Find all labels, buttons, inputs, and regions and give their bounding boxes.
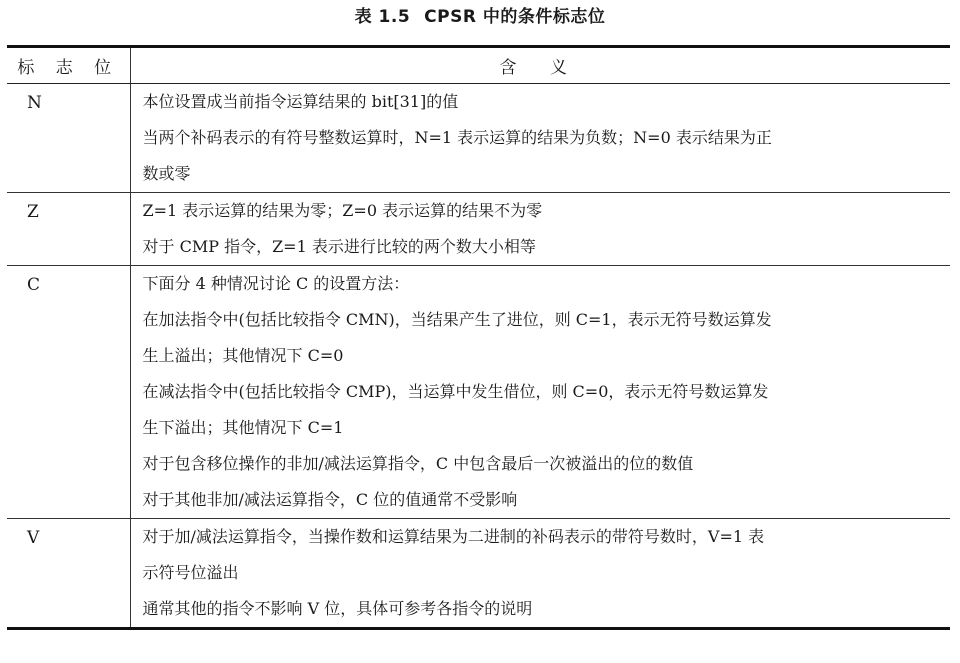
flag-cell: V: [27, 528, 40, 548]
meaning-line: 下面分 4 种情况讨论 C 的设置方法：: [142, 274, 410, 293]
header-meaning: 含 义: [130, 47, 950, 84]
meaning-line: 对于 CMP 指令，Z=1 表示进行比较的两个数大小相等: [142, 237, 536, 256]
table-row: [7, 266, 950, 519]
header-flag: 标 志 位: [7, 47, 130, 84]
meaning-line: 在减法指令中(包括比较指令 CMP)，当运算中发生借位，则 C=0，表示无符号数运算发: [142, 382, 769, 401]
cpsr-flags-table: [7, 45, 950, 630]
meaning-line: 生下溢出；其他情况下 C=1: [142, 418, 344, 437]
meaning-line: 本位设置成当前指令运算结果的 bit[31]的值: [142, 92, 459, 111]
table-row: [7, 519, 950, 629]
meaning-line: 对于加/减法运算指令，当操作数和运算结果为二进制的补码表示的带符号数时，V=1 表: [142, 527, 765, 546]
meaning-cell: [130, 193, 950, 266]
meaning-line: Z=1 表示运算的结果为零；Z=0 表示运算的结果不为零: [142, 201, 543, 220]
meaning-line: 示符号位溢出: [142, 563, 239, 582]
flag-cell: Z: [7, 193, 130, 266]
meaning-cell: [130, 519, 950, 629]
meaning-line: 当两个补码表示的有符号整数运算时，N=1 表示运算的结果为负数；N=0 表示结果为正: [142, 128, 772, 147]
meaning-line: 生上溢出；其他情况下 C=0: [142, 346, 344, 365]
meaning-line: 对于其他非加/减法运算指令，C 位的值通常不受影响: [142, 490, 518, 509]
table-caption: [0, 0, 960, 40]
caption-label: 表 1.5: [354, 7, 411, 27]
flag-cell: C: [7, 266, 130, 519]
meaning-cell: [130, 84, 950, 193]
table-row: [7, 84, 950, 193]
meaning-line: 数或零: [142, 164, 191, 183]
meaning-line: 对于包含移位操作的非加/减法运算指令，C 中包含最后一次被溢出的位的数值: [142, 454, 694, 473]
meaning-line: 在加法指令中(包括比较指令 CMN)，当结果产生了进位，则 C=1，表示无符号数运算发: [142, 310, 772, 329]
meaning-line: 通常其他的指令不影响 V 位，具体可参考各指令的说明: [142, 599, 533, 618]
meaning-cell: [130, 266, 950, 519]
flag-cell: N: [7, 84, 130, 193]
table-row: [7, 193, 950, 266]
header-row: [7, 47, 950, 84]
caption-title: CPSR 中的条件标志位: [424, 7, 606, 27]
